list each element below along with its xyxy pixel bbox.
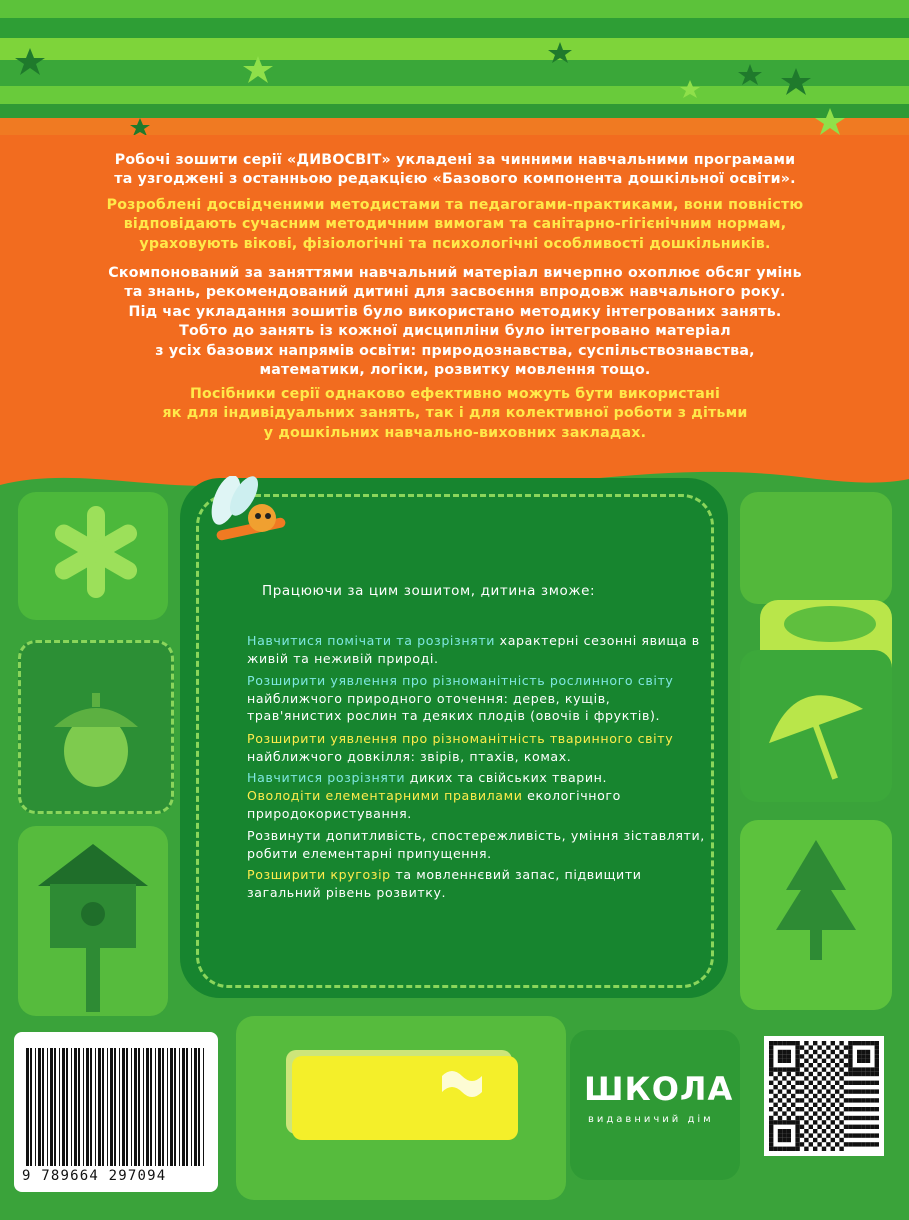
skill-item-6: Розвинути допитливість, спостережливість, уміння зіставляти, робити елементарні припущення. <box>247 828 705 861</box>
skill-item-1: Навчитися помічати та розрізняти характерні сезонні явища в живій та неживій природі. <box>247 633 700 666</box>
publisher-subtitle: видавничий дім <box>588 1114 714 1125</box>
dragonfly-illustration <box>196 476 306 566</box>
skill-item-2: Розширити уявлення про різноманітність рослинного світу найближчого природного оточення: дерев, кущів, трав'янистих рослин та деяких плодів (овочів і фруктів). <box>247 673 674 723</box>
skill-item-5: Оволодіти елементарними правилами екологічного природокористування. <box>247 788 621 821</box>
tile-umbrella <box>740 650 892 802</box>
intro-paragraph-4: Посібники серії однаково ефективно можуть бути використані як для індивідуальних занять, так і для колективної роботи з дітьми у дошкільних навчально-виховних закладах. <box>162 386 748 441</box>
stars-decoration <box>0 0 909 140</box>
barcode-bars <box>14 1040 218 1170</box>
skill-item-4: Навчитися розрізняти диких та свійських тварин. <box>247 770 608 785</box>
top-stripes <box>0 0 909 140</box>
intro-paragraph-3: Скомпонований за заняттями навчальний матеріал вичерпно охоплює обсяг умінь та знань, рекомендований дитині для засвоєння впродовж навчального року. Під час укладання зошитів було використано методику інтегрованих занять. Тобто до занять із кожної дисципліни було інтегровано матеріал з усіх базових напрямів освіти: природознавства, суспільствознавства, математики, логіки, розвитку мовлення тощо. <box>108 265 802 379</box>
tile-tree <box>740 820 892 1010</box>
skill-item-7: Розширити кругозір та мовленнєвий запас, підвищити загальний рівень розвитку. <box>247 867 642 900</box>
sticky-note <box>292 1056 518 1140</box>
skill-item-3: Розширити уявлення про різноманітність тваринного світу найближчого довкілля: звірів, птахів, комах. <box>247 731 674 764</box>
tile-birdhouse <box>18 826 168 1016</box>
panel-heading: Працюючи за цим зошитом, дитина зможе: <box>262 583 596 599</box>
intro-paragraph-2: Розроблені досвідченими методистами та педагогами-практиками, вони повністю відповідають сучасним методичним вимогам та санітарно-гігієнічним нормам, ураховують вікові, фізіологічні та психологічні особливості дошкільників. <box>106 197 804 252</box>
intro-paragraph-1: Робочі зошити серії «ДИВОСВІТ» укладені за чинними навчальними програмами та узгоджені з останньою редакцією «Базового компонента дошкільної освіти». <box>114 152 796 188</box>
barcode-number: 9 789664 297094 <box>22 1168 167 1184</box>
qr-code <box>764 1036 884 1156</box>
tile-stars <box>740 492 892 604</box>
tile-acorn <box>18 640 174 814</box>
publisher-logo: ШКОЛА <box>584 1070 734 1108</box>
qr-code-pattern <box>764 1036 884 1156</box>
tile-flower <box>18 492 168 620</box>
